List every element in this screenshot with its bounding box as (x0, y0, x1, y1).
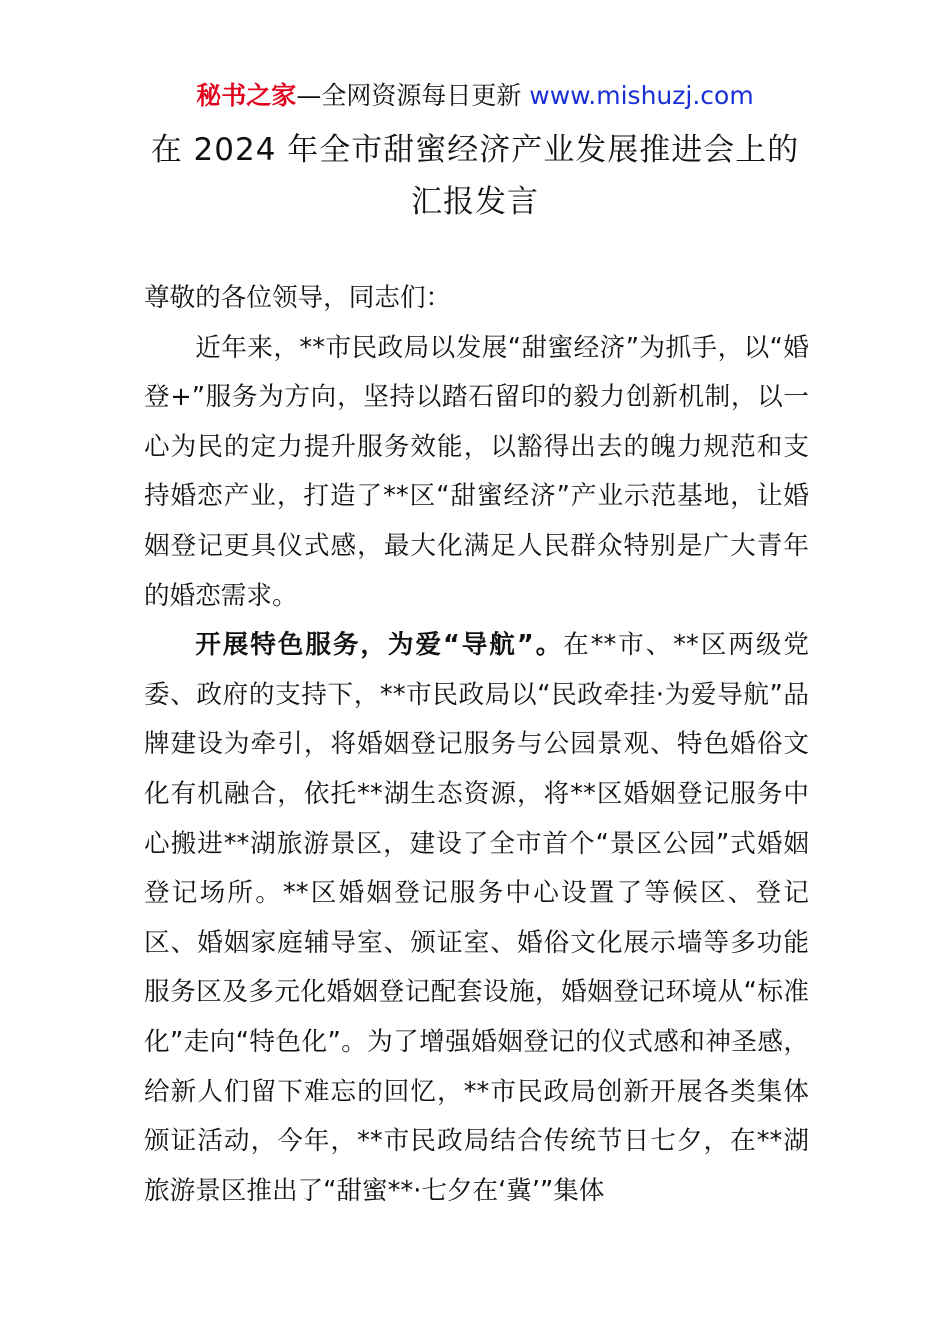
paragraph-2 (144, 621, 809, 1216)
header-tagline: —全网资源每日更新 (296, 81, 530, 110)
paragraph-1: 近年来，**市民政局以发展“甜蜜经济”为抓手，以“婚登+”服务为方向，坚持以踏石留印的毅力创新机制，以一心为民的定力提升服务效能，以豁得出去的魄力规范和支持婚恋产业，打造了**区“甜蜜经济”产业示范基地，让婚姻登记更具仪式感，最大化满足人民群众特别是广大青年的婚恋需求。 (144, 332, 809, 611)
document-body (144, 274, 809, 1216)
title-line-1: 在 2024 年全市甜蜜经济产业发展推进会上的 (150, 132, 800, 168)
document-title (100, 124, 850, 228)
paragraph-2-text: 在**市、**区两级党委、政府的支持下，**市民政局以“民政牵挂·为爱导航”品牌建设为牵引，将婚姻登记服务与公园景观、特色婚俗文化有机融合，依托**湖生态资源，将**区婚姻登记服务中心搬进**湖旅游景区，建设了全市首个“景区公园”式婚姻登记场所。**区婚姻登记服务中心设置了等候区、登记区、婚姻家庭辅导室、颁证室、婚俗文化展示墙等多功能服务区及多元化婚姻登记配套设施，婚姻登记环境从“标准化”走向“特色化”。为了增强婚姻登记的仪式感和神圣感，给新人们留下难忘的回忆，**市民政局创新开展各类集体颁证活动，今年，**市民政局结合传统节日七夕，在**湖旅游景区推出了“甜蜜**·七夕在‘冀’”集体 (144, 630, 809, 1206)
brand-name: 秘书之家 (196, 81, 297, 110)
paragraph-2-lead: 开展特色服务，为爱“导航”。 (195, 630, 564, 661)
salutation: 尊敬的各位领导，同志们： (144, 283, 452, 313)
site-header (0, 78, 950, 114)
site-url-link[interactable]: www.mishuzj.com (529, 81, 754, 110)
title-line-2: 汇报发言 (411, 184, 539, 220)
